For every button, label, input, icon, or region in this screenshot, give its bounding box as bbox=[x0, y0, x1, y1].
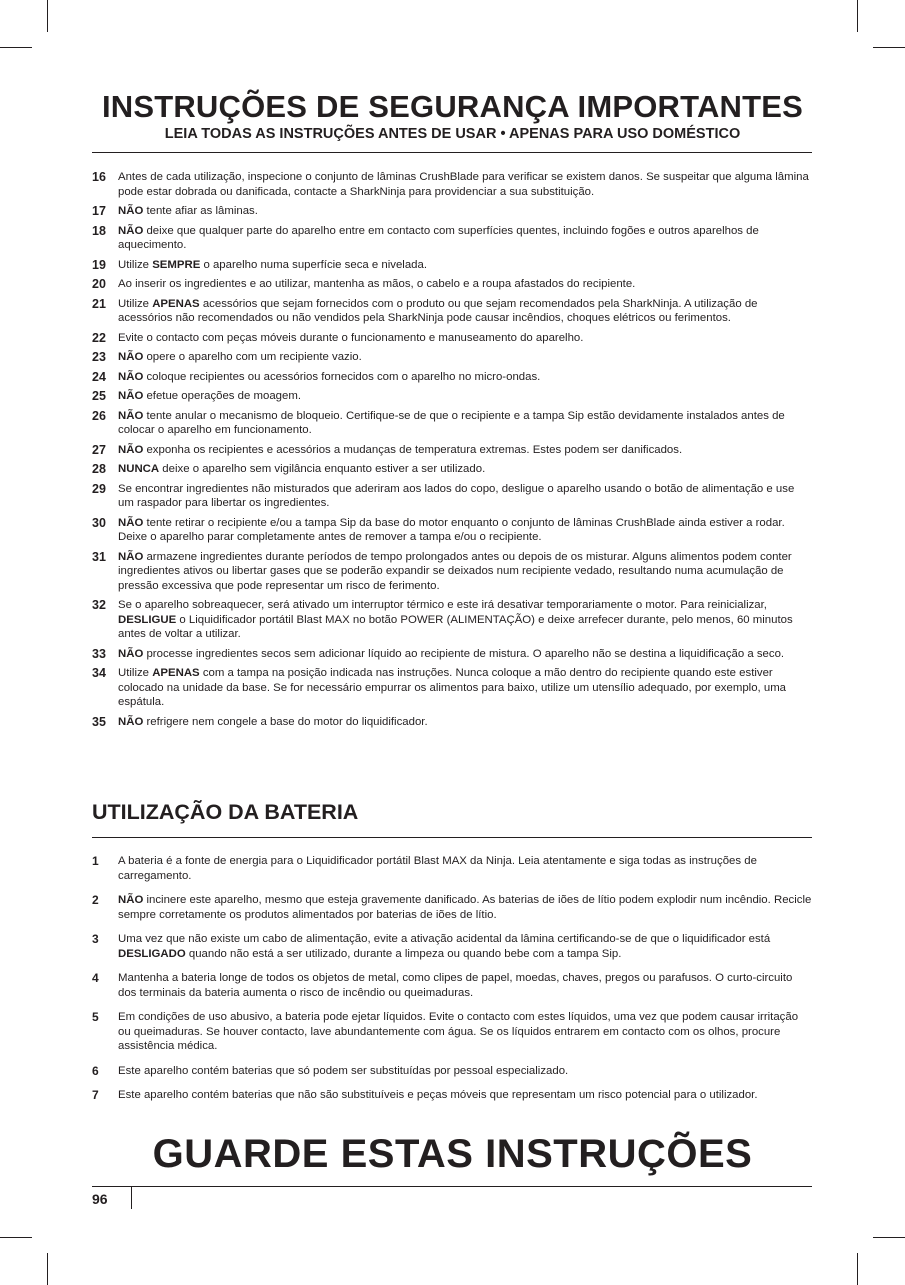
item-number: 4 bbox=[92, 971, 99, 985]
list-item bbox=[92, 516, 812, 545]
item-text bbox=[118, 1010, 812, 1054]
item-number: 16 bbox=[92, 170, 106, 184]
item-text-lead: Utilize bbox=[118, 667, 153, 679]
list-item bbox=[92, 297, 812, 326]
list-item bbox=[92, 204, 812, 219]
item-text-body: incinere este aparelho, mesmo que esteja gravemente danificado. As baterias de iões de lítio podem explodir num incêndio. Recicle sempre corretamente os produtos alimentados por baterias de iões de lítio. bbox=[118, 894, 812, 921]
item-text-body: refrigere nem congele a base do motor do liquidificador. bbox=[143, 715, 428, 728]
item-text bbox=[118, 331, 812, 346]
item-text-body: tente afiar as lâminas. bbox=[143, 205, 258, 217]
item-text-body: Ao inserir os ingredientes e ao utilizar, mantenha as mãos, o cabelo e a roupa afastados do recipiente. bbox=[118, 278, 636, 290]
item-emphasis: NÃO bbox=[118, 516, 144, 529]
item-number: 35 bbox=[92, 714, 106, 729]
list-item bbox=[92, 389, 812, 404]
list-item bbox=[92, 462, 812, 477]
item-number: 20 bbox=[92, 277, 106, 291]
list-item bbox=[92, 443, 812, 458]
item-emphasis: NÃO bbox=[118, 647, 144, 660]
item-text bbox=[118, 971, 812, 1000]
item-emphasis: NÃO bbox=[118, 409, 144, 422]
item-number: 3 bbox=[92, 932, 99, 946]
item-number: 7 bbox=[92, 1088, 99, 1102]
item-number: 21 bbox=[92, 296, 106, 311]
item-emphasis: SEMPRE bbox=[152, 258, 201, 271]
item-text bbox=[118, 277, 812, 292]
item-emphasis: NÃO bbox=[118, 715, 144, 728]
item-emphasis: NÃO bbox=[118, 224, 144, 237]
item-number: 31 bbox=[92, 549, 106, 564]
list-item bbox=[92, 170, 812, 199]
list-item bbox=[92, 1088, 812, 1103]
item-emphasis: APENAS bbox=[152, 297, 200, 310]
list-item bbox=[92, 277, 812, 292]
item-text-body: Este aparelho contém baterias que só podem ser substituídas por pessoal especializado. bbox=[118, 1064, 569, 1077]
battery-section-heading: UTILIZAÇÃO DA BATERIA bbox=[92, 800, 359, 824]
item-text bbox=[118, 443, 812, 458]
safety-instructions-list bbox=[92, 170, 812, 734]
crop-mark bbox=[47, 0, 48, 32]
crop-mark bbox=[47, 1253, 48, 1285]
list-item bbox=[92, 350, 812, 365]
item-text-body: Este aparelho contém baterias que não são substituíveis e peças móveis que representam um risco potencial para o utilizador. bbox=[118, 1089, 758, 1101]
item-number: 29 bbox=[92, 481, 106, 496]
item-emphasis: NÃO bbox=[118, 205, 144, 217]
list-item bbox=[92, 893, 812, 922]
item-emphasis: NÃO bbox=[118, 443, 144, 456]
page-title: INSTRUÇÕES DE SEGURANÇA IMPORTANTES bbox=[101, 89, 804, 124]
crop-mark bbox=[873, 47, 905, 48]
crop-mark bbox=[857, 0, 858, 32]
item-number: 25 bbox=[92, 389, 106, 403]
item-number: 33 bbox=[92, 646, 106, 661]
crop-mark bbox=[0, 47, 32, 48]
list-item bbox=[92, 647, 812, 662]
item-text-body: Se encontrar ingredientes não misturados que aderiram aos lados do copo, desligue o aparelho usando o botão de alimentação e use um raspador para libertar os ingredientes. bbox=[118, 482, 795, 509]
item-number: 2 bbox=[92, 893, 99, 907]
item-text-body: efetue operações de moagem. bbox=[143, 390, 301, 402]
list-item bbox=[92, 550, 812, 594]
list-item bbox=[92, 932, 812, 961]
item-text-body: opere o aparelho com um recipiente vazio. bbox=[143, 351, 362, 363]
item-number: 1 bbox=[92, 854, 99, 868]
item-text bbox=[118, 893, 812, 922]
item-text-body: Em condições de uso abusivo, a bateria pode ejetar líquidos. Evite o contacto com estes líquidos, uma vez que podem causar irritação ou queimaduras. Se houver contacto, lave abundantemente com água. Se os líquidos entrarem em contacto com os olhos, procure assistência médica. bbox=[118, 1011, 799, 1052]
item-number: 27 bbox=[92, 442, 106, 457]
item-text-body: Evite o contacto com peças móveis durante o funcionamento e manuseamento do aparelho. bbox=[118, 331, 584, 344]
list-item bbox=[92, 666, 812, 710]
item-text-body: Antes de cada utilização, inspecione o conjunto de lâminas CrushBlade para verificar se existem danos. Se suspeitar que alguma lâmina pode estar dobrada ou danificada, contacte a SharkNinja para providenciar a sua substituição. bbox=[118, 171, 809, 198]
item-text bbox=[118, 389, 812, 404]
item-text bbox=[118, 258, 812, 273]
item-text bbox=[118, 932, 812, 961]
item-text-lead: Se o aparelho sobreaquecer, será ativado um interruptor térmico e este irá desativar temporariamente o motor. Para reinicializar, bbox=[118, 599, 767, 611]
list-item bbox=[92, 715, 812, 730]
item-text-body: tente anular o mecanismo de bloqueio. Certifique-se de que o recipiente e a tampa Sip estão devidamente instalados antes de colocar o aparelho em funcionamento. bbox=[118, 409, 785, 436]
list-item bbox=[92, 854, 812, 883]
item-emphasis: NÃO bbox=[118, 351, 144, 363]
item-emphasis: APENAS bbox=[152, 667, 200, 679]
item-emphasis: NUNCA bbox=[118, 463, 160, 475]
item-text bbox=[118, 598, 812, 642]
battery-divider bbox=[92, 837, 812, 838]
item-text-body: Mantenha a bateria longe de todos os objetos de metal, como clipes de papel, moedas, chaves, pregos ou parafusos. O curto-circuito dos terminais da bateria aumenta o risco de incêndio ou queimaduras. bbox=[118, 972, 793, 999]
item-number: 6 bbox=[92, 1063, 99, 1078]
list-item bbox=[92, 370, 812, 385]
item-number: 28 bbox=[92, 462, 106, 476]
battery-instructions-list bbox=[92, 854, 812, 1113]
item-number: 18 bbox=[92, 223, 106, 238]
item-text bbox=[118, 550, 812, 594]
item-number: 19 bbox=[92, 257, 106, 272]
item-text-body: acessórios que sejam fornecidos com o produto ou que sejam recomendados pela SharkNinja. A utilização de acessórios não recomendados ou não vendidos pela SharkNinja pode causar incêndios, choques elétricos ou ferimentos. bbox=[118, 297, 758, 324]
item-text bbox=[118, 647, 812, 662]
item-emphasis: NÃO bbox=[118, 894, 144, 906]
item-text bbox=[118, 482, 812, 511]
item-emphasis: DESLIGADO bbox=[118, 947, 186, 960]
item-text bbox=[118, 370, 812, 385]
item-text bbox=[118, 204, 812, 219]
item-text bbox=[118, 350, 812, 365]
item-text bbox=[118, 666, 812, 710]
header-divider bbox=[92, 152, 812, 153]
item-text bbox=[118, 715, 812, 730]
list-item bbox=[92, 224, 812, 253]
item-text-body: deixe que qualquer parte do aparelho entre em contacto com superfícies quentes, incluindo fogões e outros aparelhos de aquecimento. bbox=[118, 224, 759, 251]
item-text-body: deixe o aparelho sem vigilância enquanto estiver a ser utilizado. bbox=[159, 463, 486, 475]
item-number: 17 bbox=[92, 204, 106, 218]
list-item bbox=[92, 482, 812, 511]
item-text-body: o Liquidificador portátil Blast MAX no botão POWER (ALIMENTAÇÃO) e deixe arrefecer durante, pelo menos, 60 minutos antes de voltar a utilizar. bbox=[118, 613, 793, 640]
item-text bbox=[118, 170, 812, 199]
item-text-body: exponha os recipientes e acessórios a mudanças de temperatura extremas. Estes podem ser danificados. bbox=[143, 443, 683, 456]
item-emphasis: NÃO bbox=[118, 370, 144, 383]
list-item bbox=[92, 598, 812, 642]
item-number: 26 bbox=[92, 408, 106, 423]
list-item bbox=[92, 258, 812, 273]
item-text bbox=[118, 1064, 812, 1079]
item-emphasis: NÃO bbox=[118, 390, 144, 402]
item-emphasis: NÃO bbox=[118, 550, 144, 563]
item-text-body: quando não está a ser utilizado, durante a limpeza ou quando bebe com a tampa Sip. bbox=[185, 947, 622, 960]
list-item bbox=[92, 409, 812, 438]
item-number: 22 bbox=[92, 330, 106, 345]
crop-mark bbox=[0, 1237, 32, 1238]
crop-mark bbox=[857, 1253, 858, 1285]
item-text-body: o aparelho numa superfície seca e nivelada. bbox=[200, 258, 427, 271]
item-number: 5 bbox=[92, 1010, 99, 1024]
item-text-lead: Utilize bbox=[118, 297, 153, 310]
item-text-body: com a tampa na posição indicada nas instruções. Nunca coloque a mão dentro do recipiente quando este estiver colocado na unidade da base. Se for necessário empurrar os alimentos para baixo, utilize um utensílio adequado, por exemplo, uma espátula. bbox=[118, 667, 787, 708]
item-text-lead: Utilize bbox=[118, 258, 153, 271]
save-instructions-heading: GUARDE ESTAS INSTRUÇÕES bbox=[152, 1132, 753, 1176]
item-number: 24 bbox=[92, 369, 106, 384]
item-text-body: coloque recipientes ou acessórios fornecidos com o aparelho no micro-ondas. bbox=[143, 370, 541, 383]
page-number: 96 bbox=[92, 1191, 108, 1207]
list-item bbox=[92, 1064, 812, 1079]
item-number: 30 bbox=[92, 515, 106, 530]
page-subtitle: LEIA TODAS AS INSTRUÇÕES ANTES DE USAR • APENAS PARA USO DOMÉSTICO bbox=[164, 126, 741, 142]
item-number: 23 bbox=[92, 350, 106, 364]
list-item bbox=[92, 971, 812, 1000]
item-text bbox=[118, 516, 812, 545]
item-text bbox=[118, 854, 812, 883]
item-text bbox=[118, 409, 812, 438]
item-number: 34 bbox=[92, 666, 106, 680]
item-number: 32 bbox=[92, 598, 106, 612]
footer-divider bbox=[92, 1186, 812, 1187]
crop-mark bbox=[873, 1237, 905, 1238]
item-text bbox=[118, 462, 812, 477]
item-text-body: A bateria é a fonte de energia para o Liquidificador portátil Blast MAX da Ninja. Leia atentamente e siga todas as instruções de carregamento. bbox=[118, 855, 757, 882]
list-item bbox=[92, 1010, 812, 1054]
item-text bbox=[118, 1088, 812, 1103]
item-text bbox=[118, 297, 812, 326]
item-emphasis: DESLIGUE bbox=[118, 613, 177, 626]
page-number-divider bbox=[131, 1186, 132, 1209]
list-item bbox=[92, 331, 812, 346]
item-text bbox=[118, 224, 812, 253]
item-text-body: processe ingredientes secos sem adicionar líquido ao recipiente de mistura. O aparelho não se destina a liquidificação a seco. bbox=[143, 647, 785, 660]
item-text-body: armazene ingredientes durante períodos de tempo prolongados antes ou depois de os misturar. Alguns alimentos podem conter ingredientes ativos ou libertar gases que se poderão expandir se deixados num recipiente vedado, resultando numa acumulação de pressão excessiva que pode representar um risco de ferimento. bbox=[118, 550, 792, 592]
item-text-lead: Uma vez que não existe um cabo de alimentação, evite a ativação acidental da lâmina certificando-se de que o liquidificador está bbox=[118, 933, 771, 945]
item-text-body: tente retirar o recipiente e/ou a tampa Sip da base do motor enquanto o conjunto de lâminas CrushBlade ainda estiver a rodar. Deixe o aparelho parar completamente antes de remover a tampa e/ou o recipiente. bbox=[118, 516, 785, 543]
